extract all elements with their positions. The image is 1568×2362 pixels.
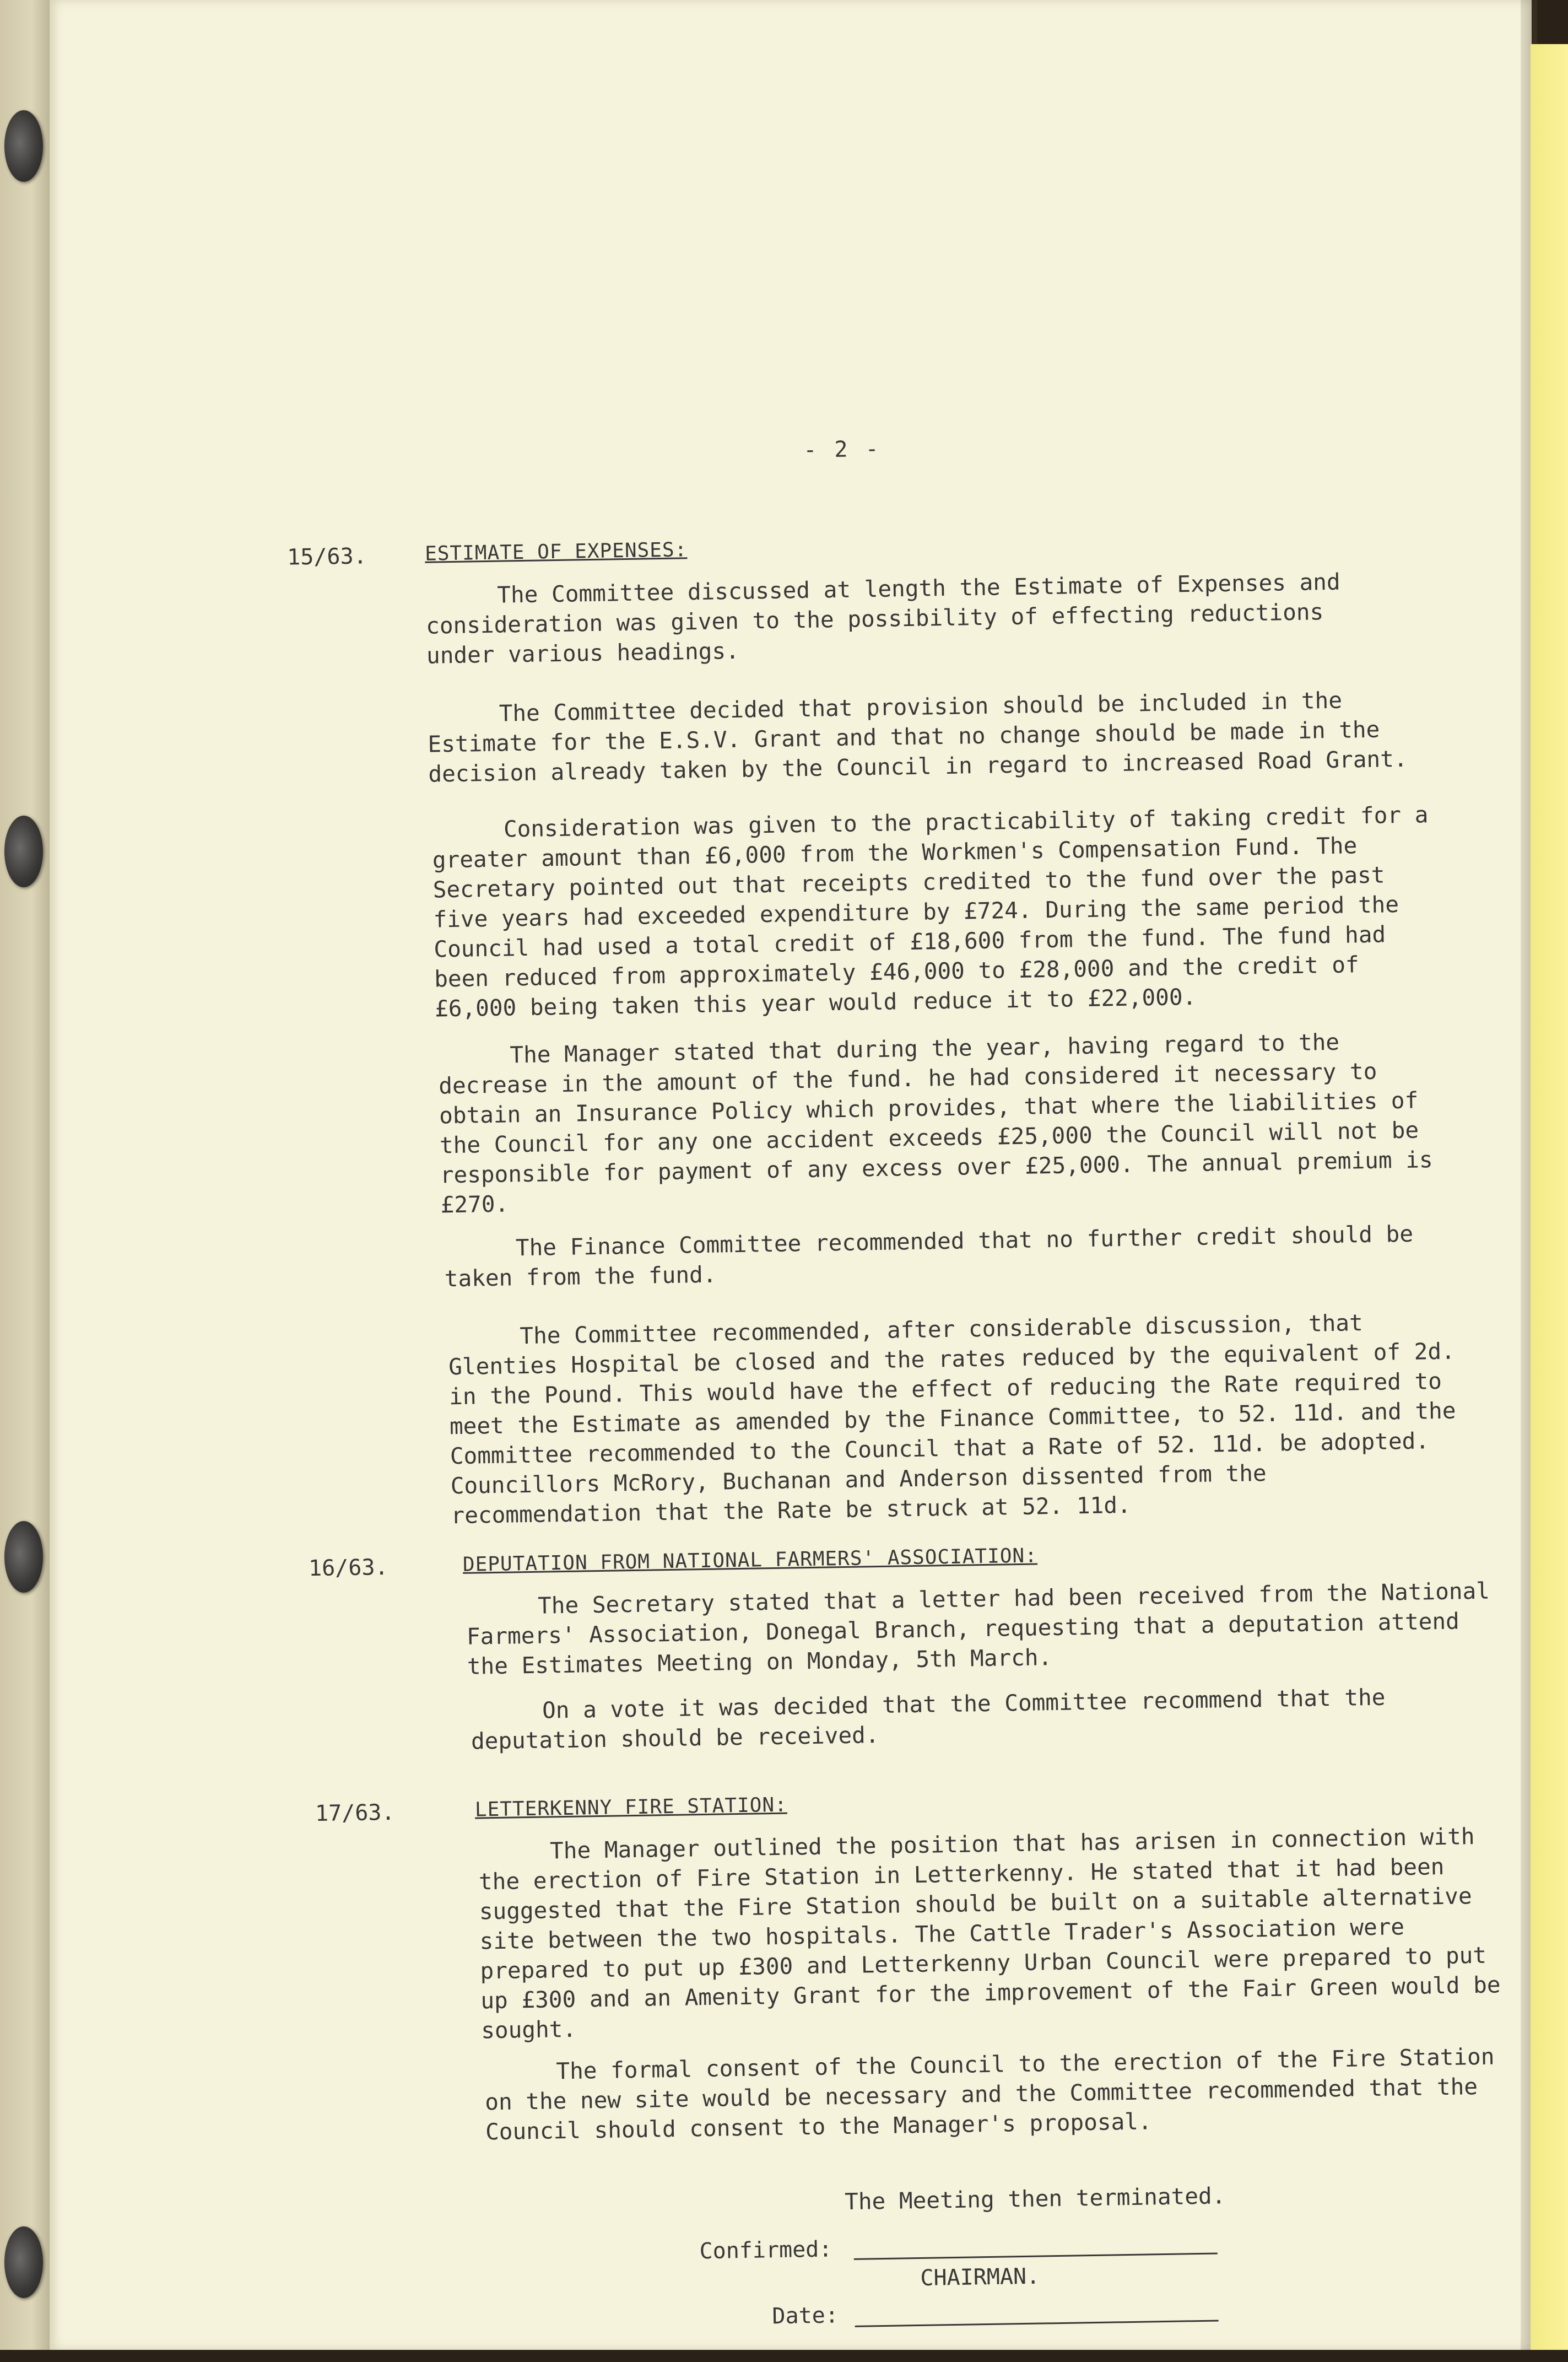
paragraph: The Committee recommended, after considerable discussion, that Glenties Hospital be closed and the rates reduced by the equivalent of 2d. in the Pound. This would have the effect of reducing the Rate required to meet the Estimate as amended by the Finance Committee, to 52. 11d. and the Committee recommended to the Council that a Rate of 52. 11d. be adopted. Councillors McRory, Buchanan and Anderson dissented from the recommendation that the Rate be struck at 52. 11d. <box>448 1309 1456 1529</box>
item-number: 16/63. <box>308 1555 388 1582</box>
closing-statement: The Meeting then terminated. <box>844 2182 1226 2215</box>
paragraph: The Manager stated that during the year, having regard to the decrease in the amount of the fund. he had considered it necessary to obtain an Insurance Policy which provides, that where the liabilities of the Council for any one accident exceeds £25,000 the Council will not be responsible for payment of any excess over £25,000. The annual premium is £270. <box>438 1028 1433 1218</box>
chairman-label: CHAIRMAN. <box>920 2263 1040 2291</box>
item-number: 15/63. <box>286 543 367 570</box>
confirmed-label: Confirmed: <box>699 2236 832 2264</box>
paragraph: The Finance Committee recommended that no further credit should be taken from the fund. <box>444 1220 1414 1292</box>
paragraph: The Committee decided that provision should be included in the Estimate for the E.S.V. Grant and that no change should be made in the decision already taken by the Council in regard to increased Road Grant. <box>428 687 1408 788</box>
item-heading: LETTERKENNY FIRE STATION: <box>474 1793 788 1821</box>
page-number: - 2 - <box>803 436 882 463</box>
date-label: Date: <box>772 2302 839 2329</box>
paragraph: The Secretary stated that a letter had been received from the National Farmers' Association, Donegal Branch, requesting that a deputation attend the Estimates Meeting on Monday, 5th March. <box>466 1577 1490 1680</box>
paragraph: The Manager outlined the position that has arisen in connection with the erection of Fire Station in Letterkenny. He stated that it had been suggested that the Fire Station should be built on a suitable alternative site between the two hospitals. The Cattle Trader's Association were prepared to put up £300 and Letterkenny Urban Council were prepared to put up £300 and an Amenity Grant for the improvement of the Fair Green would be sought. <box>478 1823 1501 2044</box>
signature-line <box>854 2253 1218 2260</box>
paragraph: The Committee discussed at length the Estimate of Expenses and consideration was given to the possibility of effecting reductions under various headings. <box>425 568 1340 669</box>
date-line <box>855 2320 1219 2327</box>
paragraph: The formal consent of the Council to the erection of the Fire Station on the new site would be necessary and the Committee recommended that the Council should consent to the Manager's proposal. <box>484 2043 1495 2145</box>
item-heading: DEPUTATION FROM NATIONAL FARMERS' ASSOCIATION: <box>462 1544 1038 1576</box>
paragraph: Consideration was given to the practicability of taking credit for a greater amount than £6,000 from the Workmen's Compensation Fund. The Secretary pointed out that receipts credited to the fund over the past five years had exceeded expenditure by £724. During the same period the Council had used a total credit of £18,600 from the fund. The fund had been reduced from approximately £46,000 to £28,000 and the credit of £6,000 being taken this year would reduce it to £22,000. <box>432 801 1429 1022</box>
item-heading: ESTIMATE OF EXPENSES: <box>424 538 688 565</box>
item-number: 17/63. <box>315 1799 395 1827</box>
paragraph: On a vote it was decided that the Committee recommend that the deputation should be received. <box>471 1684 1386 1755</box>
